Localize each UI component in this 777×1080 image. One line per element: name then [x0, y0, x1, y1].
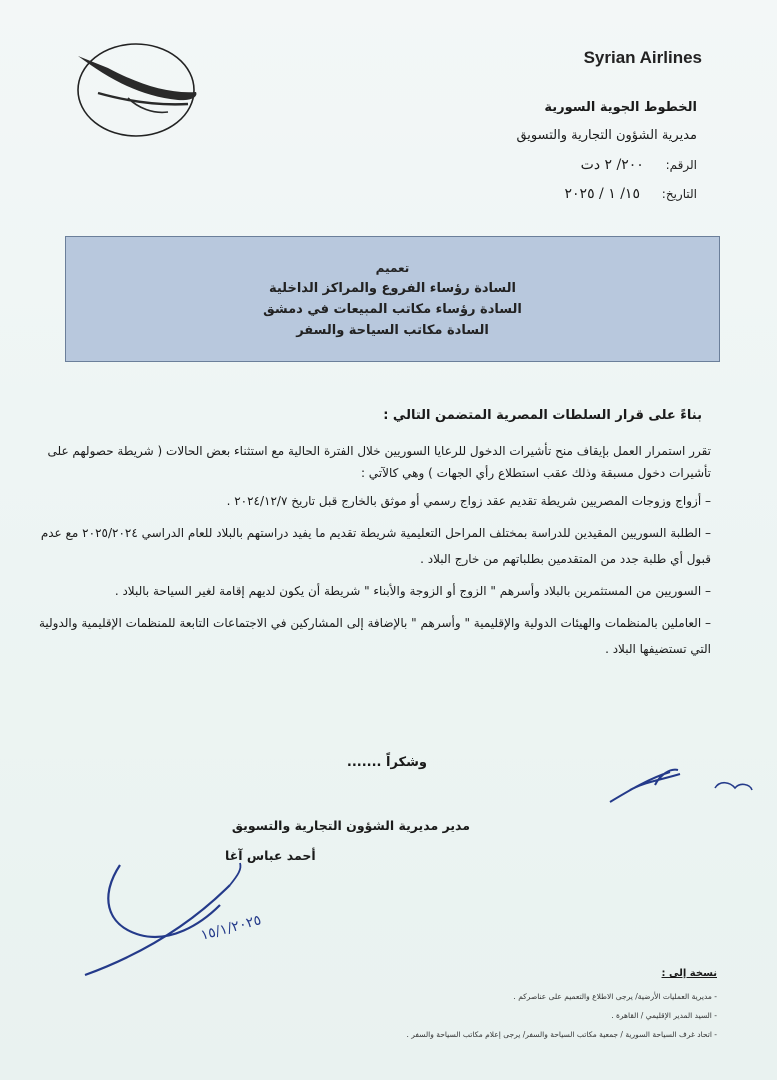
organization-name: الخطوط الجوية السورية	[544, 100, 697, 115]
reference-number-row	[581, 157, 697, 173]
list-item: – الطلبة السوريين المقيدين للدراسة بمختلف المراحل التعليمية شريطة تقديم ما يفيد دراستهم بالبلاد للعام الدراسي ٢٠٢٥/٢٠٢٤ مع عدم قبول أي طلبة جدد من المتقدمين بطلباتهم من خارج البلاد .	[40, 526, 711, 566]
exception-list	[31, 488, 711, 668]
date-label: التاريخ:	[661, 187, 697, 201]
closing-thanks: وشكراً .......	[346, 755, 427, 770]
recipient-line: السادة رؤساء الفروع والمراكز الداخلية	[268, 280, 516, 296]
copy-item: - اتحاد غرف السياحة السورية / جمعية مكاتب السياحة والسفر/ يرجى إعلام مكاتب السياحة والسفر .	[406, 1030, 717, 1039]
list-item: – أزواج وزوجات المصريين شريطة تقديم عقد زواج رسمي أو موثق بالخارج قبل تاريخ ٢٠٢٤/١٢/٧ .	[226, 494, 711, 508]
decision-intro: بناءً على قرار السلطات المصرية المتضمن التالي :	[383, 408, 702, 423]
signature-date: ١٥/١/٢٠٢٥	[198, 912, 264, 944]
signatory-name: أحمد عباس آغا	[225, 848, 316, 863]
circular-title: تعميم	[375, 260, 410, 275]
initials-signature	[600, 760, 760, 810]
list-item: – العاملين بالمنظمات والهيئات الدولية والإقليمية " وأسرهم " بالإضافة إلى المشاركين في الاجتماعات التابعة للمنظمات الإقليمية والدولية التي تستضيفها البلاد .	[38, 616, 711, 656]
syrian-airlines-logo	[68, 38, 198, 138]
reference-value: ٢٠٠/ ٢ دت	[580, 157, 644, 173]
list-item: – السوريين من المستثمرين بالبلاد وأسرهم " الزوج أو الزوجة والأبناء " شريطة أن يكون لديهم إقامة لغير السياحة بالبلاد .	[114, 584, 711, 598]
copy-item: - السيد المدير الإقليمي / القاهرة .	[611, 1011, 717, 1020]
recipient-line: السادة رؤساء مكاتب المبيعات في دمشق	[263, 301, 522, 317]
date-value: ١٥/ ١ / ٢٠٢٥	[564, 186, 640, 202]
brand-name-en: Syrian Airlines	[583, 48, 702, 67]
department-name: مديرية الشؤون التجارية والتسويق	[516, 128, 697, 143]
decision-paragraph: تقرر استمرار العمل بإيقاف منح تأشيرات الدخول للرعايا السوريين خلال الفترة الحالية مع استثناء بعض الحالات ( شريطة حصولهم على تأشيرات دخول مسبقة وذلك عقب استطلاع رأي الجهات ) وهي كالآتي :	[47, 444, 711, 480]
recipient-line: السادة مكاتب السياحة والسفر	[296, 322, 489, 338]
circular-recipients-box	[65, 236, 720, 362]
date-row	[565, 186, 697, 202]
copy-item: - مديرية العمليات الأرضية/ يرجى الاطلاع والتعميم على عناصركم .	[513, 992, 717, 1001]
signatory-title: مدير مديرية الشؤون التجارية والتسويق	[231, 818, 470, 833]
copies-heading: نسخة إلى :	[661, 968, 717, 979]
reference-label: الرقم:	[665, 158, 697, 172]
